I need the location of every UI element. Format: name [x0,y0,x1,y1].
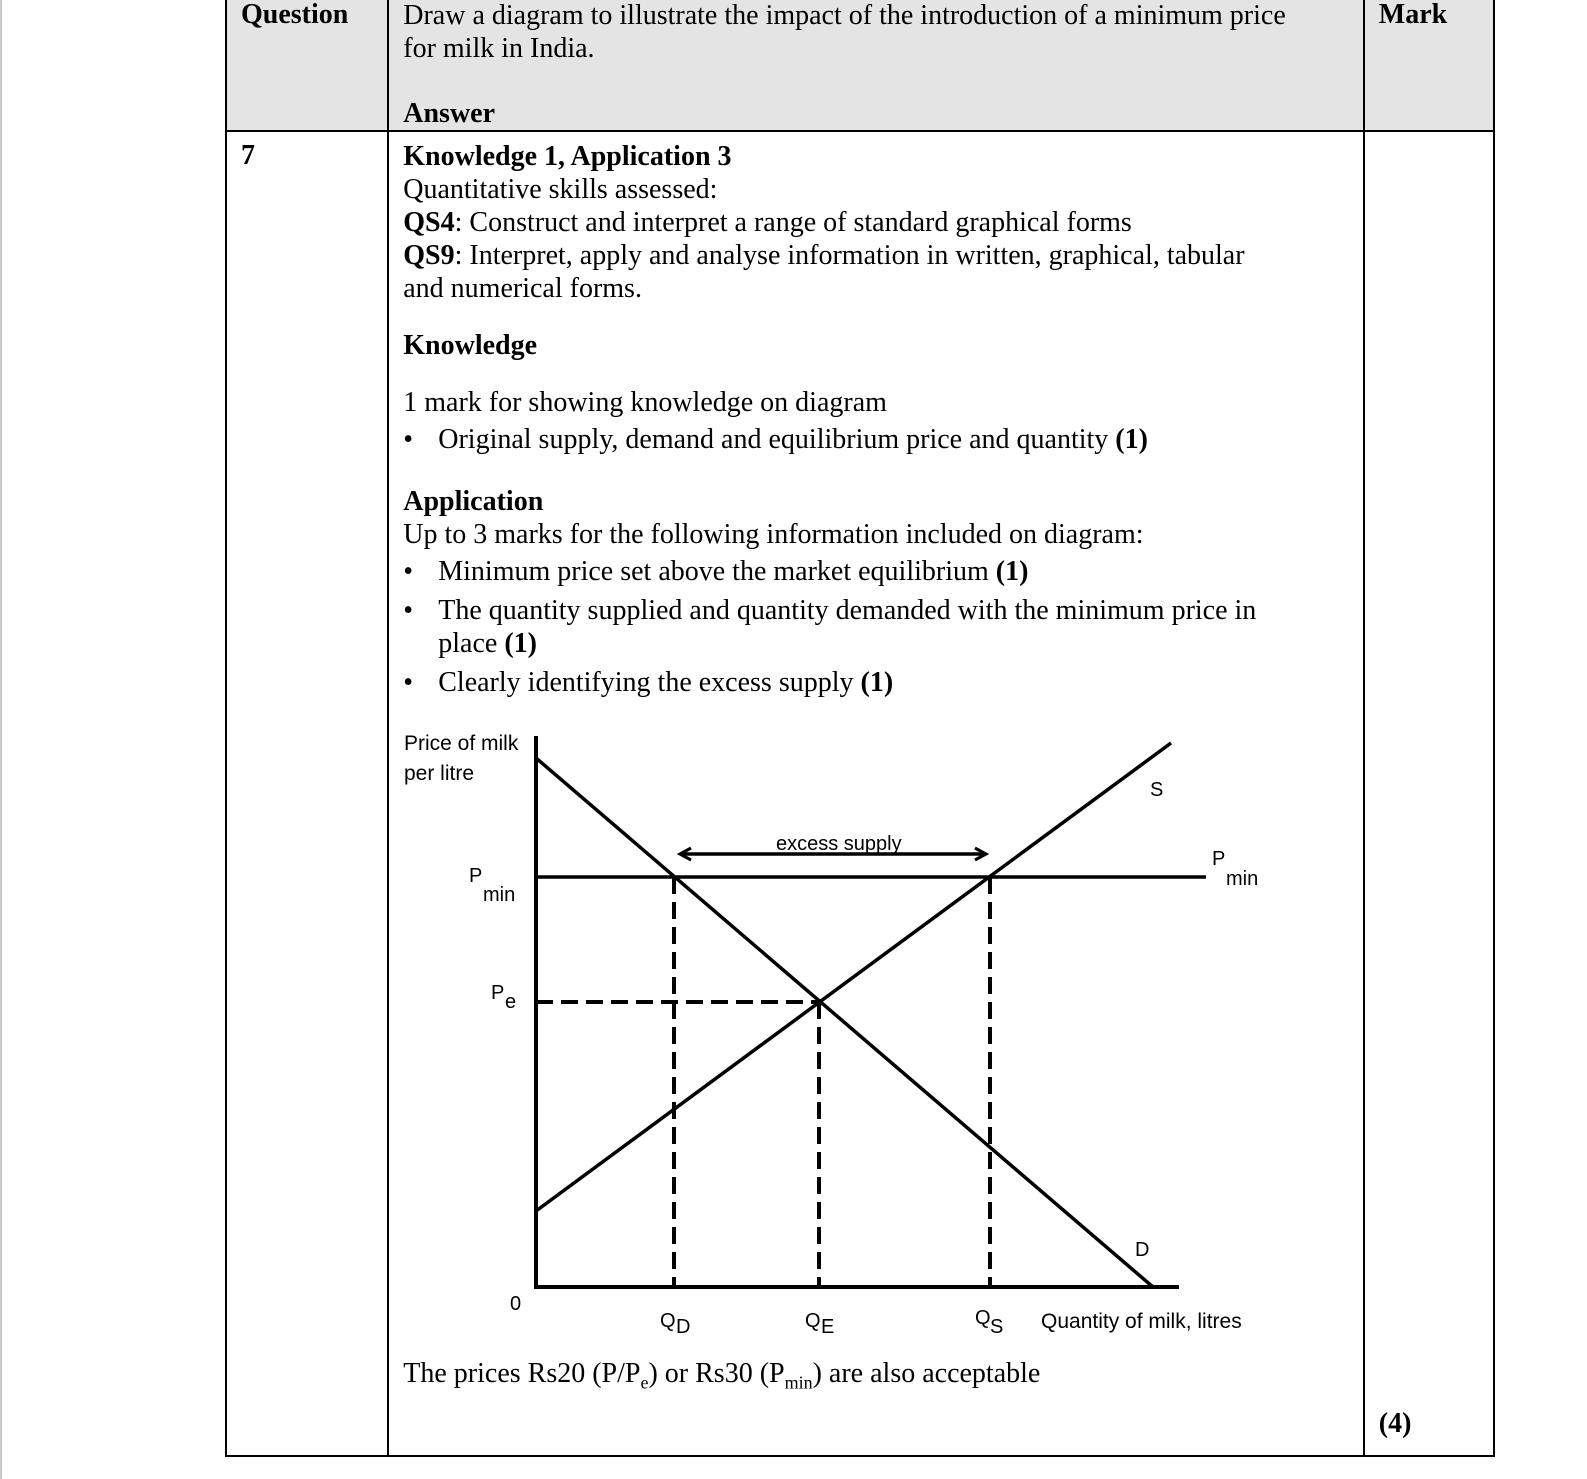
qe-sub: E [821,1316,835,1338]
qs9-text: : Interpret, apply and analyse information in written, graphical, tabular [454,240,1245,271]
application-list [403,555,1349,699]
answer-header: Answer [403,98,496,129]
origin-label: 0 [510,1293,522,1315]
pe-sub: e [505,991,517,1013]
mark-award: (1) [1115,424,1148,455]
table-header-row [226,0,1494,131]
answer-cell [388,131,1364,1456]
qs9-line2: and numerical forms. [403,273,642,304]
question-header-cell [226,0,388,131]
pmin-right-sub: min [1226,868,1259,890]
bullet-glyph: • [403,424,414,455]
knowledge-heading: Knowledge [403,330,538,361]
mark-award: (1) [995,556,1029,587]
supply-curve [536,743,1171,1211]
bullet-glyph: • [403,667,414,698]
qs-sub: S [990,1316,1004,1338]
pmin-right-main: P [1212,848,1226,870]
qd-sub: D [676,1316,691,1338]
pe-main: P [491,982,505,1004]
mark-header-cell [1364,0,1494,131]
list-item: • Original supply, demand and equilibrium price and quantity (1) [403,424,1148,455]
total-mark: (4) [1378,1408,1412,1439]
page-left-edge [0,0,2,1479]
mark-cell [1364,131,1494,1456]
marks-heading: Knowledge 1, Application 3 [403,141,732,172]
knowledge-intro: 1 mark for showing knowledge on diagram [403,387,887,418]
skills-intro: Quantitative skills assessed: [403,174,718,205]
y-axis-label-line2: per litre [404,762,475,785]
qs4-line [403,206,1349,239]
question-number-cell [226,131,388,1456]
question-header: Question [241,0,349,30]
question-text-cell [388,0,1364,131]
mark-scheme-table [225,0,1495,1457]
qe-main: Q [805,1310,821,1332]
application-heading: Application [403,486,544,517]
question-text-line1: Draw a diagram to illustrate the impact of the introduction of a minimum price [403,0,1286,31]
bullet-glyph: • [403,595,414,626]
pmin-left-main: P [469,865,483,887]
minimum-price-diagram [401,728,1301,1358]
list-item: • The quantity supplied and quantity demanded with the minimum price in place (1) [403,595,1257,659]
qs4-text: : Construct and interpret a range of standard graphical forms [454,207,1132,238]
price-footnote: The prices Rs20 $(P/P_e)$ or Rs30 $(P_{min})$ are also acceptable [403,1358,1041,1393]
y-axis-label-line1: Price of milk [404,732,519,755]
bullet-glyph: • [403,556,414,587]
qd-main: Q [660,1310,676,1332]
pmin-left-sub: min [483,884,516,906]
excess-supply-label: excess supply [776,833,902,855]
mark-award: (1) [504,628,537,659]
mark-award: (1) [860,667,894,698]
list-item: • Clearly identifying the excess supply (1) [403,667,894,698]
table-answer-row [226,131,1494,1456]
knowledge-list [403,423,1349,456]
qs9-code: QS9 [403,240,455,271]
x-axis-label: Quantity of milk, litres [1041,1310,1242,1333]
question-text-line2: for milk in India. [403,33,595,64]
question-number: 7 [241,140,255,171]
mark-header: Mark [1378,0,1448,30]
supply-label: S [1150,779,1164,801]
application-intro: Up to 3 marks for the following information included on diagram: [403,519,1144,550]
list-item: • Minimum price set above the market equilibrium (1) [403,556,1029,587]
qs-main: Q [975,1307,991,1329]
qs4-code: QS4 [403,207,455,238]
demand-label: D [1135,1239,1150,1261]
qs9-line [403,239,1349,272]
